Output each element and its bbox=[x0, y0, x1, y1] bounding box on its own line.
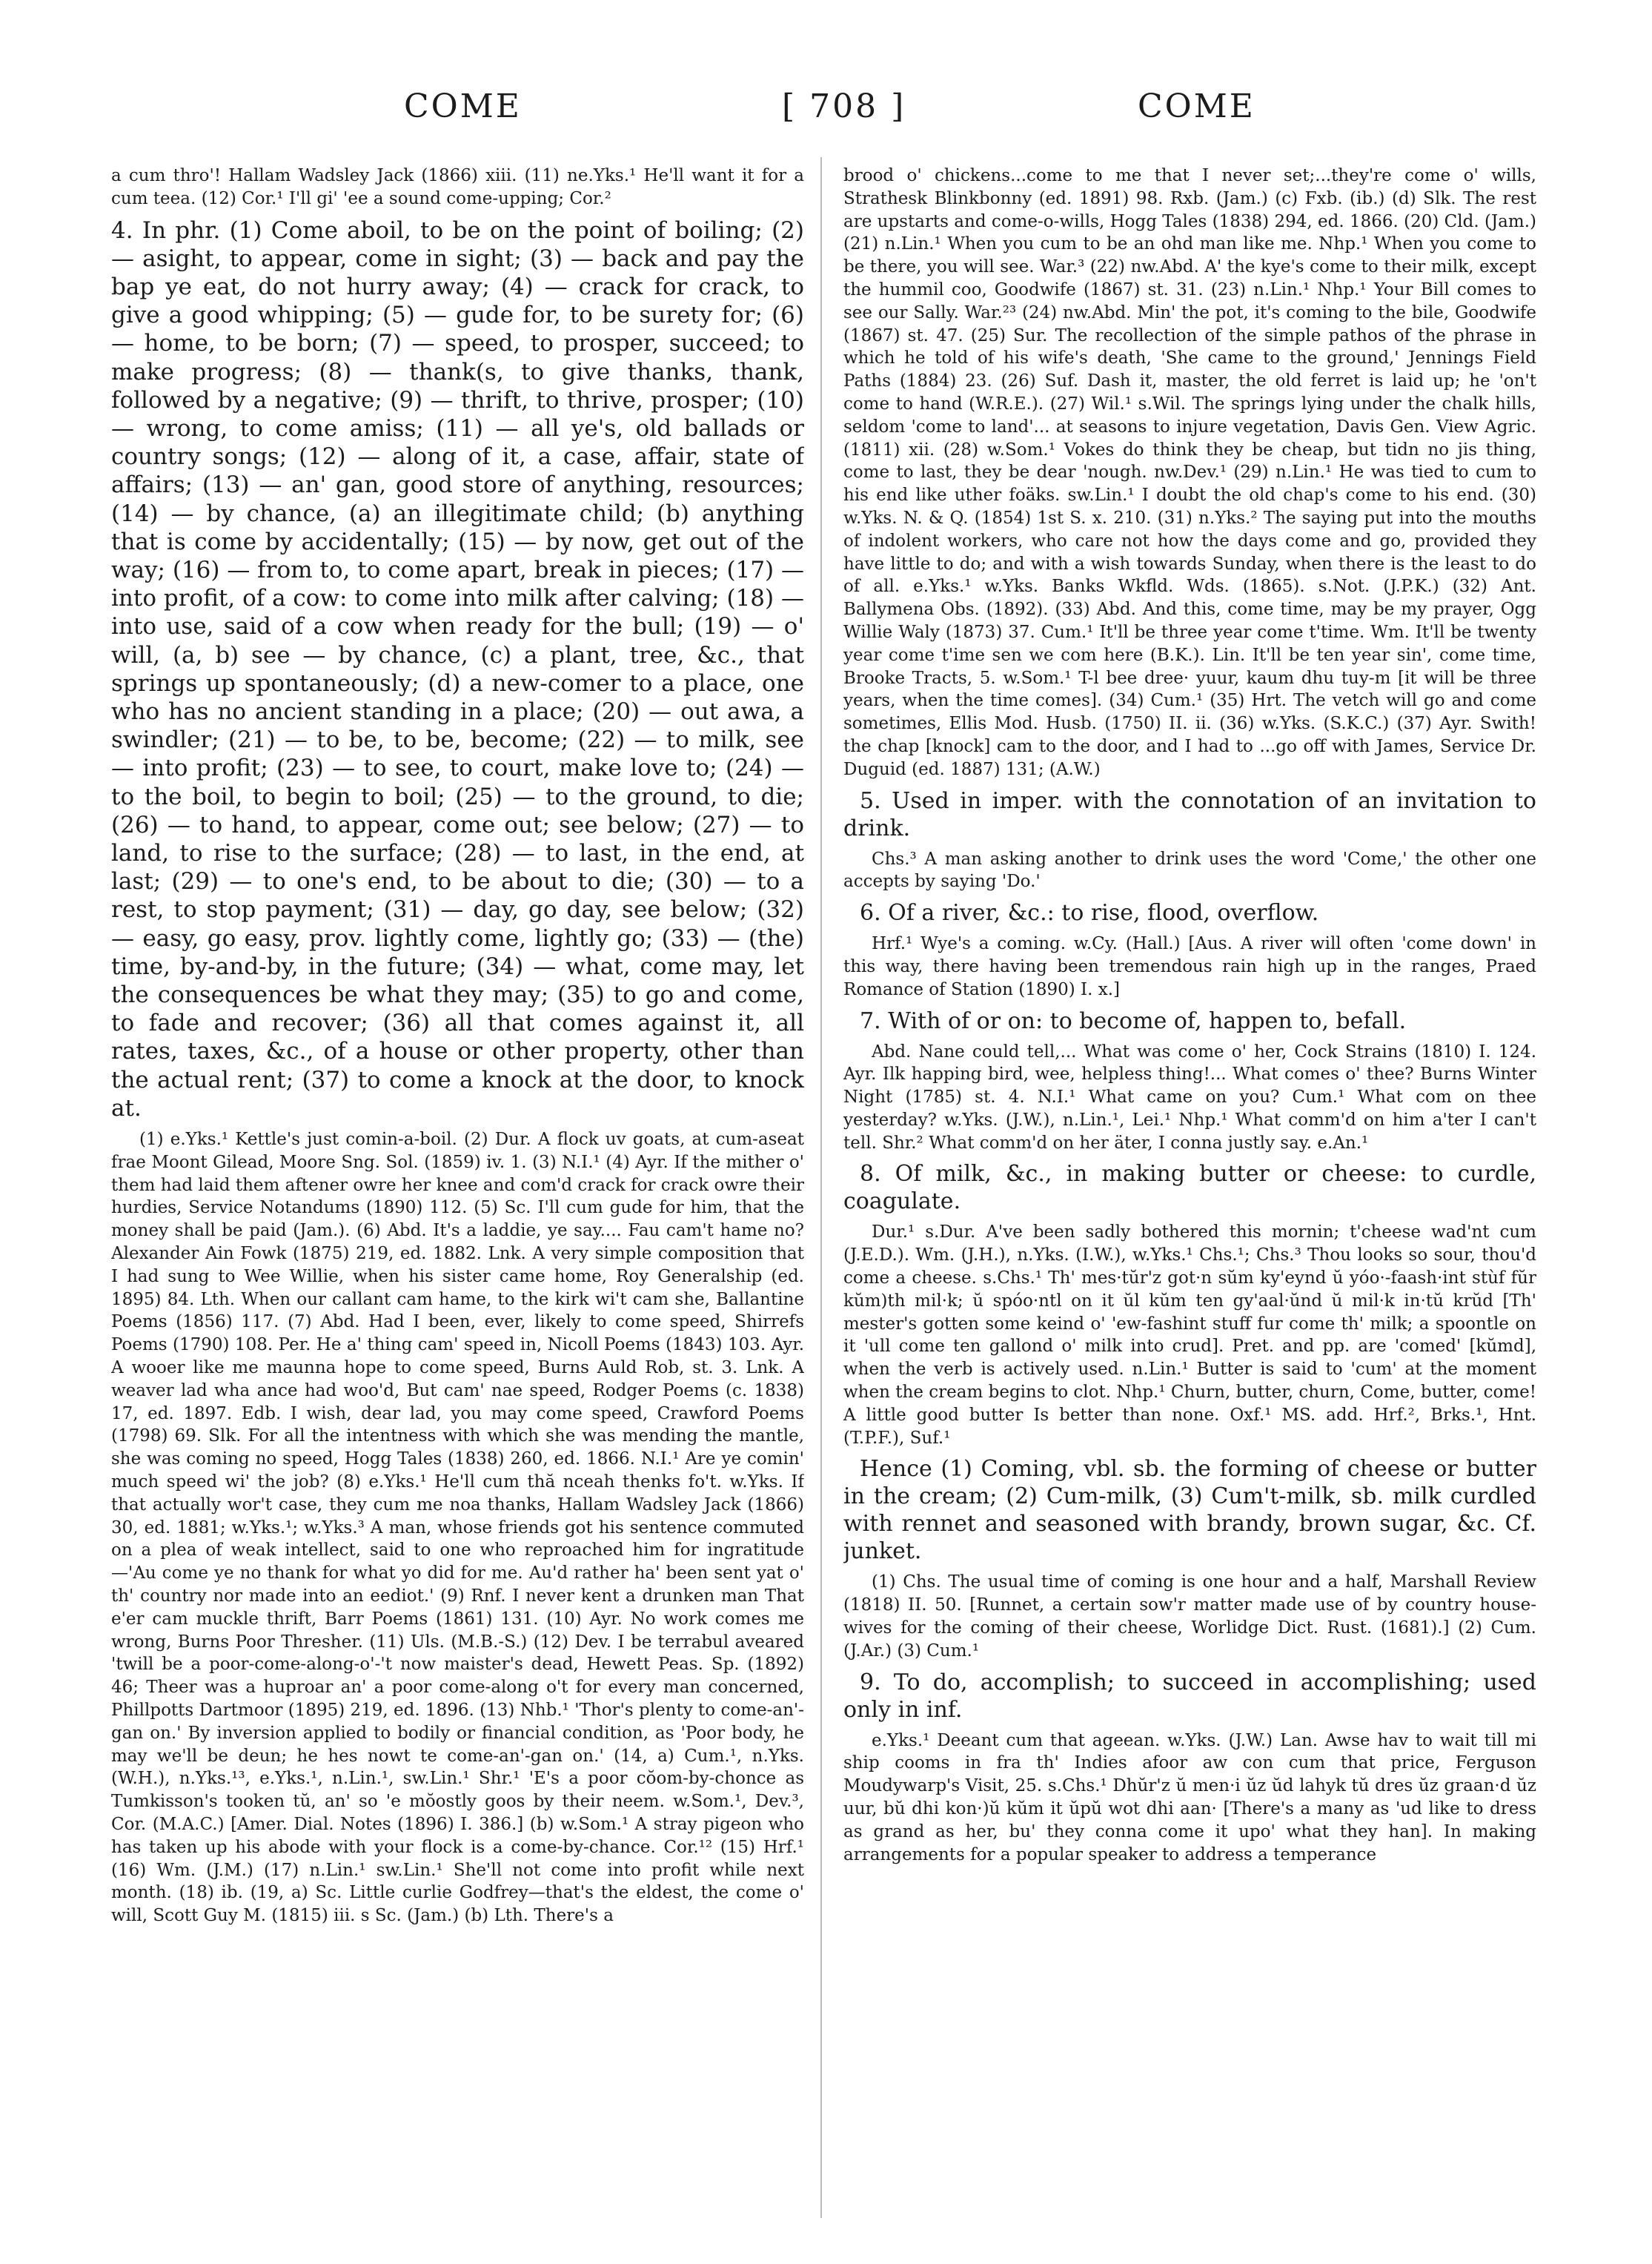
paragraph: 8. Of milk, &c., in making butter or cheese: to curdle, coagulate. bbox=[843, 1161, 1536, 1215]
running-head-left: COME bbox=[404, 87, 522, 125]
right-column bbox=[843, 165, 1536, 2225]
paragraph: 4. In phr. (1) Come aboil, to be on the point of boiling; (2) — asight, to appear, come in sight; (3) — back and pay the bap ye eat, do not hurry away; (4) — crack for crack, to give a good whipping; (5) — gude for, to be surety for; (6) — home, to be born; (7) — speed, to prosper, succeed; to make progress; (8) — thank(s, to give thanks, thank, followed by a negative; (9) — thrift, to thrive, prosper; (10) — wrong, to come amiss; (11) — all ye's, old ballads or country songs; (12) — along of it, a case, affair, state of affairs; (13) — an' gan, good store of anything, resources; (14) — by chance, (a) an illegitimate child; (b) anything that is come by accidentally; (15) — by now, get out of the way; (16) — from to, to come apart, break in pieces; (17) — into profit, of a cow: to come into milk after calving; (18) — into use, said of a cow when ready for the bull; (19) — o' will, (a, b) see — by chance, (c) a plant, tree, &c., that springs up spontaneously; (d) a new-comer to a place, one who has no ancient standing in a place; (20) — out awa, a swindler; (21) — to be, to be, become; (22) — to milk, see — into profit; (23) — to see, to court, make love to; (24) — to the boil, to begin to boil; (25) — to the ground, to die; (26) — to hand, to appear, come out; see below; (27) — to land, to rise to the surface; (28) — to last, in the end, at last; (29) — to one's end, to be about to die; (30) — to a rest, to stop payment; (31) — day, go day, see below; (32) — easy, go easy, prov. lightly come, lightly go; (33) — (the) time, by-and-by, in the future; (34) — what, come may, let the consequences be what they may; (35) to go and come, to fade and recover; (36) all that comes against it, all rates, taxes, &c., of a house or other property, other than the actual rent; (37) to come a knock at the door, to knock at. bbox=[111, 216, 804, 1122]
paragraph: Dur.¹ s.Dur. A've been sadly bothered this mornin; t'cheese wad'nt cum (J.E.D.). Wm. (J.H.), n.Yks. (I.W.), w.Yks.¹ Chs.¹; Chs.³ Thou looks so sour, thou'd come a cheese. s.Chs.¹ Th' mes·tŭr'z got·n sŭm ky'eynd ŭ yóo·-faash·int stùf fŭr kŭm)th mil·k; ŭ spóo·ntl on it ŭl kŭm ten gy'aal·ŭnd ŭ mil·k in·tŭ krŭd [Th' mester's gotten some keind o' 'ew-fashint stuff fur come th' milk; a spoontle on it 'ull come ten gallond o' milk into crud]. Pret. and pp. are 'comed' [kŭmd], when the verb is actively used. n.Lin.¹ Butter is said to 'cum' at the moment when the cream begins to clot. Nhp.¹ Churn, butter, churn, Come, butter, come! A little good butter Is better than none. Oxf.¹ MS. add. Hrf.², Brks.¹, Hnt. (T.P.F.), Suf.¹ bbox=[843, 1222, 1536, 1448]
paragraph: 7. With of or on: to become of, happen to, befall. bbox=[860, 1007, 1407, 1034]
paragraph: Hrf.¹ Wye's a coming. w.Cy. (Hall.) [Aus. A river will often 'come down' in this way, there having been tremendous rain high up in the ranges, Praed Romance of Station (1890) I. x.] bbox=[843, 934, 1536, 999]
left-column bbox=[111, 165, 804, 2211]
paragraph: brood o' chickens...come to me that I never set;...they're come o' wills, Strathesk Blinkbonny (ed. 1891) 98. Rxb. (Jam.) (c) Fxb. (ib.) (d) Slk. The rest are upstarts and come-o-wills, Hogg Tales (1838) 294, ed. 1866. (20) Cld. (Jam.) (21) n.Lin.¹ When you cum to be an ohd man like me. Nhp.¹ When you come to be there, you will see. War.³ (22) nw.Abd. A' the kye's come to their milk, except the hummil coo, Goodwife (1867) st. 31. (23) n.Lin.¹ Nhp.¹ Your Bill comes to see our Sally. War.²³ (24) nw.Abd. Min' the pot, it's coming to the bile, Goodwife (1867) st. 47. (25) Sur. The recollection of the simple pathos of the phrase in which he told of his wife's death, 'She came to the ground,' Jennings Field Paths (1884) 23. (26) Suf. Dash it, master, the old ferret is laid up; he 'on't come to hand (W.R.E.). (27) Wil.¹ s.Wil. The springs lying under the chalk hills, seldom 'come to land'... at seasons to injure vegetation, Davis Gen. View Agric. (1811) xii. (28) w.Som.¹ Vokes do think they be cheap, but tidn no jis thing, come to last, they be dear 'nough. nw.Dev.¹ (29) n.Lin.¹ He was tied to cum to his end like uther foäks. sw.Lin.¹ I doubt the old chap's come to his end. (30) w.Yks. N. & Q. (1854) 1st S. x. 210. (31) n.Yks.² The saying put into the mouths of indolent workers, who care not how the days come and go, provided they have little to do; and with a wish towards Sunday, when there is the least to do of all. e.Yks.¹ w.Yks. Banks Wkfld. Wds. (1865). s.Not. (J.P.K.) (32) Ant. Ballymena Obs. (1892). (33) Abd. And this, come time, may be my prayer, Ogg Willie Waly (1873) 37. Cum.¹ It'll be three year come t'time. Wm. It'll be twenty year come t'ime sen we com here (B.K.). Lin. It'll be ten year sin', come time, Brooke Tracts, 5. w.Som.¹ T-l bee dree· yuur, kaum dhu tuy-m [it will be three years, when the time comes]. (34) Cum.¹ (35) Hrt. The vetch will go and come sometimes, Ellis Mod. Husb. (1750) II. ii. (36) w.Yks. (S.K.C.) (37) Ayr. Swith! the chap [knock] cam to the door, and I had to ...go off with James, Service Dr. Duguid (ed. 1887) 131; (A.W.) bbox=[843, 166, 1536, 779]
paragraph: e.Yks.¹ Deeant cum that ageean. w.Yks. (J.W.) Lan. Awse hav to wait till mi ship cooms in fra th' Indies afoor aw con cum that price, Ferguson Moudywarp's Visit, 25. s.Chs.¹ Dhŭr'z ŭ men·i ŭz ŭd lahyk tŭ dres ŭz graan·d ŭz uur, bŭ dhi kon·)ŭ kŭm it ŭpŭ wot dhi aan· [There's a many as 'ud like to dress as grand as her, bu' they conna come it upo' what they han]. In making arrangements for a popular speaker to address a temperance bbox=[843, 1730, 1536, 1864]
paragraph: 5. Used in imper. with the connotation of an invitation to drink. bbox=[843, 787, 1536, 841]
paragraph: (1) e.Yks.¹ Kettle's just comin-a-boil. (2) Dur. A flock uv goats, at cum-aseat frae Moont Gilead, Moore Sng. Sol. (1859) iv. 1. (3) N.I.¹ (4) Ayr. If the mither o' them had laid them aftener owre her knee and com'd crack for crack owre their hurdies, Service Notandums (1890) 112. (5) Sc. I'll cum gude for him, that the money shall be paid (Jam.). (6) Abd. It's a laddie, ye say.... Fau cam't hame no? Alexander Ain Fowk (1875) 219, ed. 1882. Lnk. A very simple composition that I had sung to Wee Willie, when his sister came home, Roy Generalship (ed. 1895) 84. Lth. When our callant cam hame, to the kirk wi't cam she, Ballantine Poems (1856) 117. (7) Abd. Had I been, ever, likely to come speed, Shirrefs Poems (1790) 108. Per. He a' thing cam' speed in, Nicoll Poems (1843) 103. Ayr. A wooer like me maunna hope to come speed, Burns Auld Rob, st. 3. Lnk. A weaver lad wha ance had woo'd, But cam' nae speed, Rodger Poems (c. 1838) 17, ed. 1897. Edb. I wish, dear lad, you may come speed, Crawford Poems (1798) 69. Slk. For all the intentness with which she was mending the mantle, she was coming no speed, Hogg Tales (1838) 260, ed. 1866. N.I.¹ Are ye comin' much speed wi' the job? (8) e.Yks.¹ He'll cum thă nceah thenks fo't. w.Yks. If that actually wor't case, they cum me noa thanks, Hallam Wadsley Jack (1866) 30, ed. 1881; w.Yks.¹; w.Yks.³ A man, whose friends got his sentence commuted on a plea of weak intellect, said to one who reproached him for ingratitude—'Au come ye no thank for what yo did for me. Au'd rather ha' been sent yat o' th' country nor made into an eediot.' (9) Rnf. I never kent a drunken man That e'er cam muckle thrift, Barr Poems (1861) 131. (10) Ayr. No work comes me wrong, Burns Poor Thresher. (11) Uls. (M.B.-S.) (12) Dev. I be terrabul aveared 'twill be a poor-come-along-o'-'t now maister's dead, Hewett Peas. Sp. (1892) 46; Theer was a huproar an' a poor come-along o't for every man concerned, Phillpotts Dartmoor (1895) 219, ed. 1896. (13) Nhb.¹ 'Thor's plenty to come-an'-gan on.' By inversion applied to bodily or financial condition, as 'Poor body, he may we'll be deun; he hes nowt te come-an'-gan on.' (14, a) Cum.¹, n.Yks. (W.H.), n.Yks.¹³, e.Yks.¹, n.Lin.¹, sw.Lin.¹ Shr.¹ 'E's a poor cŏom-by-chonce as Tumkisson's tooken tŭ, an' so 'e mŏostly goos by their neem. w.Som.¹, Dev.³, Cor. (M.A.C.) [Amer. Dial. Notes (1896) I. 386.] (b) w.Som.¹ A stray pigeon who has taken up his abode with your flock is a come-by-chance. Cor.¹² (15) Hrf.¹ (16) Wm. (J.M.) (17) n.Lin.¹ sw.Lin.¹ She'll not come into profit while next month. (18) ib. (19, a) Sc. Little curlie Godfrey—that's the eldest, the come o' will, Scott Guy M. (1815) iii. s Sc. (Jam.) (b) Lth. There's a bbox=[111, 1130, 804, 1926]
running-head-right: COME bbox=[1138, 87, 1255, 125]
paragraph: Abd. Nane could tell,... What was come o' her, Cock Strains (1810) I. 124. Ayr. Ilk happing bird, wee, helpless thing!... What comes o' thee? Burns Winter Night (1785) st. 4. N.I.¹ What came on you? Cum.¹ What com on thee yesterday? w.Yks. (J.W.), n.Lin.¹, Lei.¹ Nhp.¹ What comm'd on him a'ter I can't tell. Shr.² What comm'd on her äter, I conna justly say. e.An.¹ bbox=[843, 1042, 1536, 1153]
paragraph: a cum thro'! Hallam Wadsley Jack (1866) xiii. (11) ne.Yks.¹ He'll want it for a cum teea. (12) Cor.¹ I'll gi' 'ee a sound come-upping; Cor.² bbox=[111, 166, 804, 208]
page-header bbox=[0, 87, 1652, 139]
paragraph: Hence (1) Coming, vbl. sb. the forming of cheese or butter in the cream; (2) Cum-milk, (3) Cum't-milk, sb. milk curdled with rennet and seasoned with brandy, brown sugar, &c. Cf. junket. bbox=[843, 1456, 1536, 1565]
paragraph: Chs.³ A man asking another to drink uses the word 'Come,' the other one accepts by saying 'Do.' bbox=[843, 849, 1536, 892]
page-number: [ 708 ] bbox=[782, 87, 906, 125]
paragraph: (1) Chs. The usual time of coming is one hour and a half, Marshall Review (1818) II. 50. [Runnet, a certain sow'r matter made use of by country house-wives for the coming of their cheese, Worlidge Dict. Rust. (1681).] (2) Cum. (J.Ar.) (3) Cum.¹ bbox=[843, 1572, 1536, 1661]
column-divider bbox=[820, 157, 822, 2218]
paragraph: 9. To do, accomplish; to succeed in accomplishing; used only in inf. bbox=[843, 1669, 1536, 1723]
paragraph: 6. Of a river, &c.: to rise, flood, overflow. bbox=[860, 900, 1319, 927]
